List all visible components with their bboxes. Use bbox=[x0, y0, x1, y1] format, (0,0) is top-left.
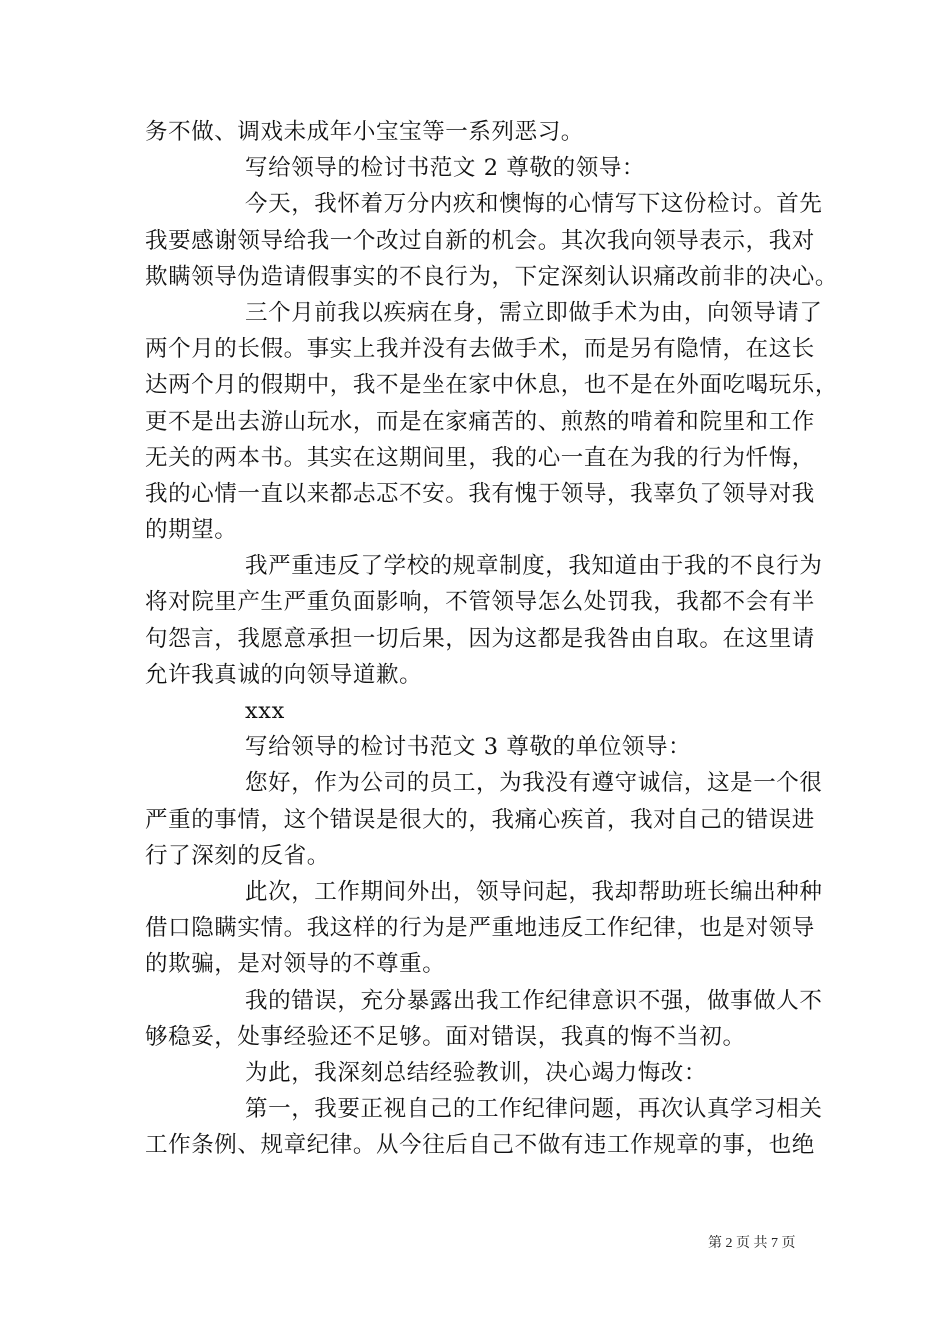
text-line: 您好，作为公司的员工，为我没有遵守诚信，这是一个很 bbox=[245, 770, 823, 797]
section-heading: 写给领导的检讨书范文 2 尊敬的领导： bbox=[245, 155, 646, 182]
text-line: 工作条例、规章纪律。从今往后自己不做有违工作规章的事，也绝 bbox=[145, 1132, 815, 1159]
text-line: 我的错误，充分暴露出我工作纪律意识不强，做事做人不 bbox=[245, 987, 823, 1014]
text-line: 无关的两本书。其实在这期间里，我的心一直在为我的行为忏悔， bbox=[145, 444, 815, 471]
text-line: 更不是出去游山玩水，而是在家痛苦的、煎熬的啃着和院里和工作 bbox=[145, 408, 815, 435]
text-line: 的欺骗，是对领导的不尊重。 bbox=[145, 951, 446, 978]
text-line: 为此，我深刻总结经验教训，决心竭力悔改： bbox=[245, 1059, 708, 1086]
text-line: 行了深刻的反省。 bbox=[145, 842, 330, 869]
section-heading: 写给领导的检讨书范文 3 尊敬的单位领导： bbox=[245, 734, 692, 761]
text-line: 我的心情一直以来都忐忑不安。我有愧于领导，我辜负了领导对我 bbox=[145, 480, 815, 507]
text-line: 三个月前我以疾病在身，需立即做手术为由，向领导请了 bbox=[245, 299, 823, 326]
text-line: 够稳妥，处事经验还不足够。面对错误，我真的悔不当初。 bbox=[145, 1023, 746, 1050]
page-number: 第 2 页 共 7 页 bbox=[708, 1236, 796, 1251]
text-line: 我要感谢领导给我一个改过自新的机会。其次我向领导表示，我对 bbox=[145, 227, 815, 254]
signature-line: xxx bbox=[245, 698, 285, 724]
text-line: 借口隐瞒实情。我这样的行为是严重地违反工作纪律，也是对领导 bbox=[145, 915, 815, 942]
text-line: 允许我真诚的向领导道歉。 bbox=[145, 661, 423, 688]
document-body bbox=[145, 114, 839, 1163]
text-line: 严重的事情，这个错误是很大的，我痛心疾首，我对自己的错误进 bbox=[145, 806, 815, 833]
text-line: 今天，我怀着万分内疚和懊悔的心情写下这份检讨。首先 bbox=[245, 191, 823, 218]
text-line: 第一，我要正视自己的工作纪律问题，再次认真学习相关 bbox=[245, 1096, 823, 1123]
text-line: 两个月的长假。事实上我并没有去做手术，而是另有隐情，在这长 bbox=[145, 336, 815, 363]
text-line: 我严重违反了学校的规章制度，我知道由于我的不良行为 bbox=[245, 553, 823, 580]
text-line: 欺瞒领导伪造请假事实的不良行为，下定深刻认识痛改前非的决心。 bbox=[145, 263, 839, 290]
text-line: 将对院里产生严重负面影响，不管领导怎么处罚我，我都不会有半 bbox=[145, 589, 815, 616]
text-line: 的期望。 bbox=[145, 517, 238, 544]
text-line: 句怨言，我愿意承担一切后果，因为这都是我咎由自取。在这里请 bbox=[145, 625, 815, 652]
text-line: 此次，工作期间外出，领导问起，我却帮助班长编出种种 bbox=[245, 878, 823, 905]
text-line: 务不做、调戏未成年小宝宝等一系列恶习。 bbox=[145, 119, 584, 145]
text-line: 达两个月的假期中，我不是坐在家中休息，也不是在外面吃喝玩乐， bbox=[145, 372, 839, 399]
